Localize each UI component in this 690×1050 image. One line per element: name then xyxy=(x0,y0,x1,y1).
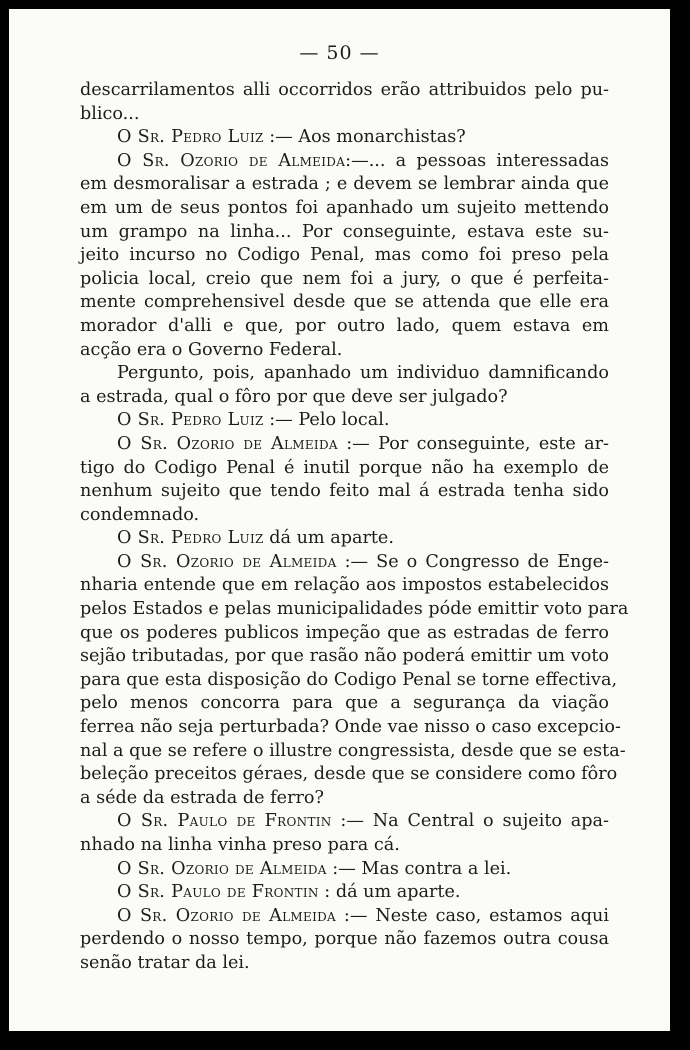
line-text: condemnado. xyxy=(80,504,200,525)
text-line xyxy=(80,339,609,363)
document-page xyxy=(9,9,670,1031)
line-text: : dá um aparte. xyxy=(318,882,461,903)
speaker-name: O Sr. Ozorio de Almeida xyxy=(117,905,337,926)
text-line xyxy=(80,787,609,811)
speaker-name: O Sr. Ozorio de Almeida xyxy=(117,551,337,572)
text-line xyxy=(80,103,609,127)
text-line xyxy=(80,858,609,882)
page-number: — 50 — xyxy=(299,42,380,64)
line-text: nal a que se refere o illustre congressista, desde que se esta- xyxy=(80,740,626,761)
line-text: dá um aparte. xyxy=(263,528,394,549)
text-line xyxy=(80,480,609,504)
line-text: senão tratar da lei. xyxy=(80,952,250,973)
text-line xyxy=(80,504,609,528)
line-text: :— Se o Congresso de Enge- xyxy=(336,551,609,572)
text-line xyxy=(80,763,618,787)
line-text: descarrilamentos alli occorridos erão attribuidos pelo pu- xyxy=(80,80,609,100)
text-line xyxy=(80,574,609,598)
text-line xyxy=(80,881,609,905)
line-text: :— Na Central o sujeito apa- xyxy=(331,811,609,832)
speaker-name: O Sr. Paulo de Frontin xyxy=(117,811,332,832)
line-text: perdendo o nosso tempo, porque não fazemos outra cousa xyxy=(80,929,609,950)
line-text: nhado na linha vinha preso para cá. xyxy=(80,835,400,855)
line-text: mente comprehensivel desde que se attenda que elle era xyxy=(80,292,609,313)
line-text: :—... a pessoas interessadas xyxy=(345,150,610,171)
text-line xyxy=(80,551,609,575)
text-line xyxy=(80,527,609,551)
text-line xyxy=(80,716,621,740)
text-line xyxy=(80,598,629,622)
text-line xyxy=(80,645,609,669)
line-text: tigo do Codigo Penal é inutil porque não ha exemplo de xyxy=(80,457,609,478)
line-text: pelo menos concorra para que a segurança da viação xyxy=(80,693,609,714)
text-line xyxy=(80,386,609,410)
line-text: :— Pelo local. xyxy=(263,410,390,431)
line-text: em um de seus pontos foi apanhado um sujeito mettendo xyxy=(80,197,609,218)
speaker-name: O Sr. Ozorio de Almeida xyxy=(117,150,346,171)
text-line xyxy=(80,740,626,764)
line-text: policia local, creio que nem foi a jury, o que é perfeita- xyxy=(80,268,609,289)
text-line xyxy=(80,409,609,433)
text-line xyxy=(80,197,609,221)
line-text: :— Aos monarchistas? xyxy=(263,127,466,148)
line-text: :— Mas contra a lei. xyxy=(326,858,512,879)
text-line xyxy=(80,669,618,693)
speaker-name: O Sr. Pedro Luiz xyxy=(117,528,264,549)
speaker-name: O Sr. Ozorio de Almeida xyxy=(117,858,327,879)
line-text: um grampo na linha... Por conseguinte, estava este su- xyxy=(80,221,609,242)
speaker-name: O Sr. Pedro Luiz xyxy=(117,410,264,431)
line-text: acção era o Governo Federal. xyxy=(80,339,343,360)
text-line xyxy=(80,150,609,174)
text-line xyxy=(80,221,609,245)
text-line xyxy=(80,126,609,150)
line-text: em desmoralisar a estrada ; e devem se lembrar ainda que xyxy=(80,174,609,195)
line-text: para que esta disposição do Codigo Penal se torne effectiva, xyxy=(80,669,618,690)
text-line xyxy=(80,291,609,315)
line-text: pelos Estados e pelas municipalidades póde emittir voto para xyxy=(80,599,629,620)
text-line xyxy=(80,268,609,292)
line-text: a séde da estrada de ferro? xyxy=(80,787,324,808)
line-text: nenhum sujeito que tendo feito mal á estrada tenha sido xyxy=(80,481,609,502)
body-text xyxy=(80,79,629,976)
line-text: ferrea não seja perturbada? Onde vae nisso o caso excepcio- xyxy=(80,717,621,738)
text-line xyxy=(80,362,609,386)
text-line xyxy=(80,928,609,952)
line-text: :— Neste caso, estamos aqui xyxy=(336,905,610,926)
text-line xyxy=(80,952,609,976)
text-line xyxy=(80,433,609,457)
text-line xyxy=(80,834,609,858)
line-text: beleção preceitos géraes, desde que se considere como fôro xyxy=(80,764,618,785)
speaker-name: O Sr. Paulo de Frontin xyxy=(117,882,319,903)
line-text: sejão tributadas, por que rasão não poderá emittir um voto xyxy=(80,646,609,667)
line-text: que os poderes publicos impeção que as estradas de ferro xyxy=(80,622,609,643)
text-line xyxy=(80,244,609,268)
text-line xyxy=(80,905,609,929)
line-text: morador d'alli e que, por outro lado, quem estava em xyxy=(80,315,609,336)
text-line xyxy=(80,457,609,481)
speaker-name: O Sr. Pedro Luiz xyxy=(117,127,264,148)
line-text: a estrada, qual o fôro por que deve ser julgado? xyxy=(80,386,508,407)
text-line xyxy=(80,810,609,834)
text-line xyxy=(80,79,609,103)
line-text: Pergunto, pois, apanhado um individuo damnificando xyxy=(117,363,609,384)
text-line xyxy=(80,622,609,646)
text-line xyxy=(80,315,609,339)
speaker-name: O Sr. Ozorio de Almeida xyxy=(117,433,338,454)
text-line xyxy=(80,173,609,197)
text-line xyxy=(80,692,609,716)
line-text: blico... xyxy=(80,103,140,124)
line-text: nharia entende que em relação aos impostos estabelecidos xyxy=(80,575,609,596)
line-text: jeito incurso no Codigo Penal, mas como foi preso pela xyxy=(80,245,609,266)
line-text: :— Por conseguinte, este ar- xyxy=(337,433,609,454)
